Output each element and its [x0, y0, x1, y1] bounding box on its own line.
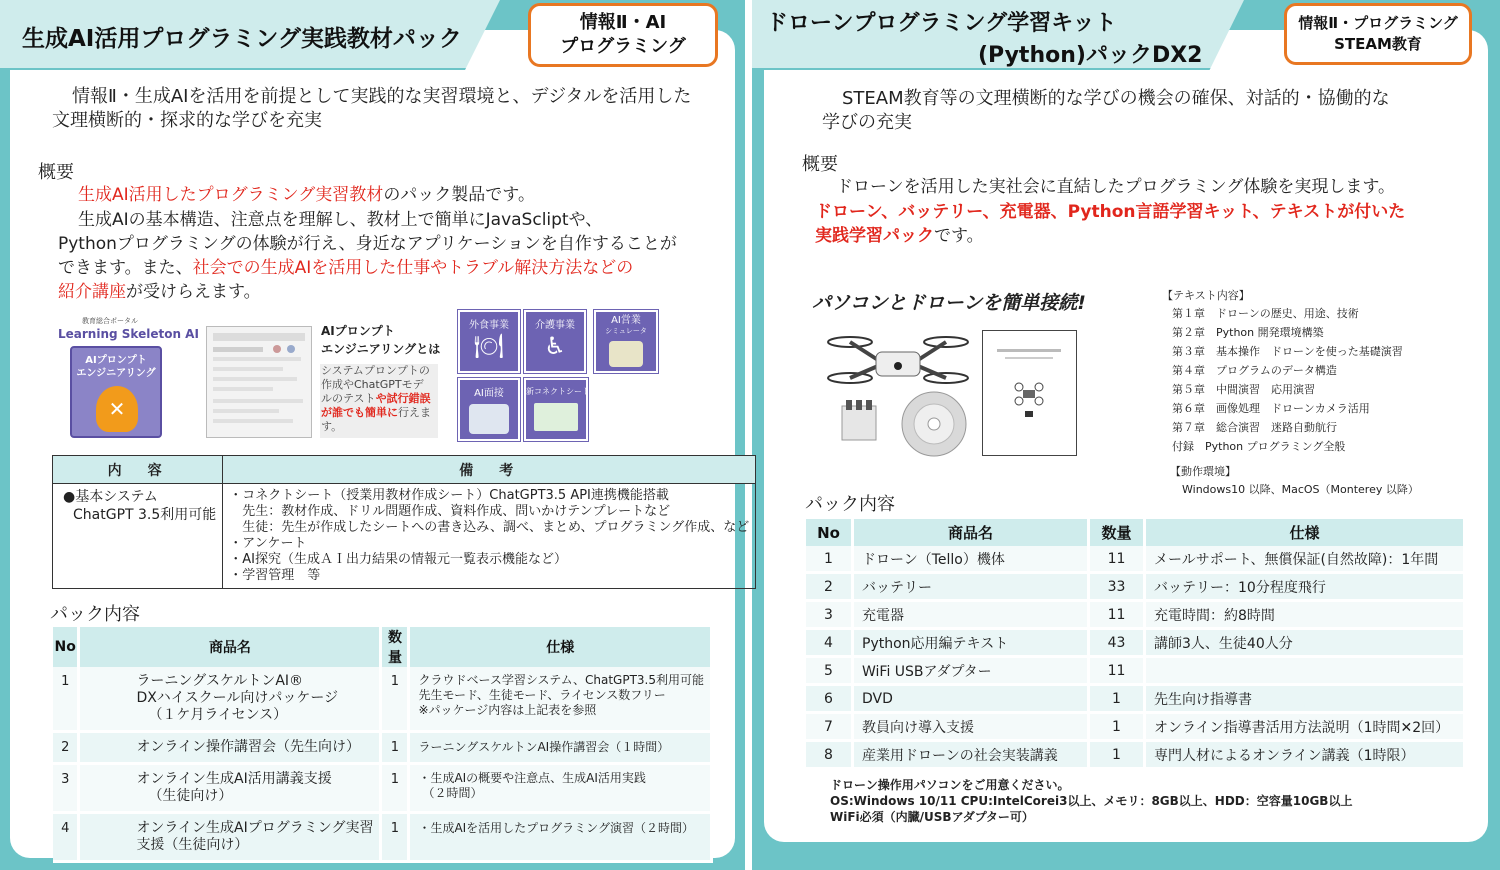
table-row: 4 Python応用編テキスト 43 講師3人、生徒40人分: [806, 630, 1466, 658]
table-row: 3 充電器 11 充電時間：約8時間: [806, 602, 1466, 630]
tile-care: 介護事業 ♿: [524, 310, 586, 373]
env-text: Windows10 以降、MacOS（Monterey 以降）: [1182, 483, 1419, 496]
pack-header-qty: 数量: [382, 627, 410, 667]
left-overview-line-5: 紹介講座が受けらえます。: [58, 282, 261, 302]
left-lead-2: 文理横断的・探求的な学びを充実: [52, 110, 322, 131]
right-pack-table: [806, 519, 1466, 770]
pc-notes: ドローン操作用パソコンをご用意ください。 OS:Windows 10/11 CPU:IntelCorei3以上、メモリ：8GB以上、HDD：空容量10GB以上 WiFi必須（内臓/USBアダプター可）: [830, 778, 1353, 824]
right-title-line-2: (Python)パックDX2: [978, 43, 1203, 68]
right-overview-red-1: ドローン、バッテリー、充電器、Python言語学習キット、テキストが付いた: [815, 202, 1406, 222]
table-row: 1 ラーニングスケルトンAI® DXハイスクール向けパッケージ （１ケ月ライセンス） 1 クラウドベース学習システム、ChatGPT3.5利用可能 先生モード、生徒モード、ライセンス数フリー ※パッケージ内容は上記表を参照: [53, 667, 713, 733]
content-cell: ●基本システム ChatGPT 3.5利用可能: [53, 484, 223, 589]
content-header: 内 容: [53, 456, 223, 484]
learning-skeleton-logo: 教育総合ポータル Learning Skeleton AI AIプロンプト エンジニアリング ✕: [58, 316, 193, 440]
prompt-heading: AIプロンプト エンジニアリングとは: [321, 324, 441, 356]
tile-ai-interview: AI面接: [458, 378, 520, 441]
table-row: 2 オンライン操作講習会（先生向け） 1 ラーニングスケルトンAI操作講習会（１時間）: [53, 733, 713, 765]
table-row: 5 WiFi USBアダプター 11: [806, 658, 1466, 686]
wheelchair-icon: ♿: [544, 332, 566, 360]
pack-header-no: No: [806, 519, 854, 546]
textbook-image: [982, 330, 1077, 456]
table-row: 8 産業用ドローンの社会実装講義 1 専門人材によるオンライン講義（1時限）: [806, 742, 1466, 770]
left-content-table: [52, 455, 756, 589]
left-lead-1: 情報Ⅱ・生成AIを活用を前提として実践的な実習環境と、デジタルを活用した: [72, 86, 692, 107]
text-contents-label: 【テキスト内容】: [1162, 289, 1250, 302]
right-overview-line-3: 実践学習パックです。: [815, 226, 984, 246]
pack-header-qty: 数量: [1090, 519, 1146, 546]
right-badge: 情報Ⅱ・プログラミング STEAM教育: [1284, 3, 1472, 65]
drone-kit-image: [818, 320, 978, 460]
right-pack-label: パック内容: [805, 494, 895, 515]
left-overview-line-1: 生成AI活用したプログラミング実習教材のパック製品です。: [78, 185, 535, 205]
screenshot-thumbnail: [206, 326, 312, 438]
prompt-description: システムプロンプトの 作成やChatGPTモデ ルのテストや試行錯誤 が誰でも簡単に行えま す。: [320, 364, 438, 438]
right-title-line-1: ドローンプログラミング学習キット: [766, 11, 1117, 36]
table-row: 6 DVD 1 先生向け指導書: [806, 686, 1466, 714]
pack-header-spec: 仕様: [410, 627, 713, 667]
interview-icon: [469, 404, 509, 434]
table-row: 2 バッテリー 33 バッテリー：10分程度飛行: [806, 574, 1466, 602]
pack-header-spec: 仕様: [1146, 519, 1466, 546]
left-pack-label: パック内容: [50, 604, 140, 625]
dish-icon: 🍽: [473, 332, 505, 360]
right-lead-2: 学びの充実: [822, 112, 912, 133]
env-label: 【動作環境】: [1170, 465, 1236, 478]
right-overview-label: 概要: [802, 154, 838, 175]
tile-restaurant: 外食事業 🍽: [458, 310, 520, 373]
right-lead-1: STEAM教育等の文理横断的な学びの機会の確保、対話的・協働的な: [842, 88, 1390, 109]
left-overview-line-3: Pythonプログラミングの体験が行え、身近なアプリケーションを自作することが: [58, 234, 677, 254]
table-row: 4 オンライン生成AIプログラミング実習 支援（生徒向け） 1 ・生成AIを活用したプログラミング演習（２時間）: [53, 814, 713, 863]
prompt-book-cover: AIプロンプト エンジニアリング ✕: [70, 346, 162, 438]
screenshot-graphic: [207, 327, 311, 437]
table-row: 1 ドローン（Tello）機体 11 メールサポート、無償保証(自然故障)：1年間: [806, 546, 1466, 574]
notes-header: 備 考: [223, 456, 756, 484]
left-overview-label: 概要: [38, 162, 74, 183]
left-title: 生成AI活用プログラミング実践教材パック: [22, 26, 462, 52]
right-overview-line-1: ドローンを活用した実社会に直結したプログラミング体験を実現します。: [836, 177, 1395, 197]
chapter-list: 第１章 ドローンの歴史、用途、技術 第２章 Python 開発環境構築 第３章 基本操作 ドローンを使った基礎演習 第４章 プログラムのデータ構造 第５章 中間演習 応用演習 第６章 画像処理 ドローンカメラ活用 第７章 総合演習 迷路自動航行 付録 Python プログラミング全般: [1172, 307, 1403, 453]
tile-ai-sales: AI営業 シミュレータ: [594, 310, 658, 373]
left-overview-line-4: できます。また、社会での生成AIを活用した仕事やトラブル解決方法などの: [58, 258, 634, 278]
tile-connect-sheet: 新コネクトシート: [524, 378, 588, 441]
sheet-icon: [534, 403, 578, 431]
drone-graphic: [818, 320, 978, 460]
pack-header-name: 商品名: [80, 627, 382, 667]
person-laptop-icon: [609, 341, 643, 367]
table-row: 7 教員向け導入支援 1 オンライン指導書活用方法説明（1時間✕2回）: [806, 714, 1466, 742]
notes-cell: ・コネクトシート（授業用教材作成シート）ChatGPT3.5 API連携機能搭載 先生：教材作成、ドリル問題作成、資料作成、問いかけテンプレートなど 生徒：先生が作成したシートへの書き込み、調べ、まとめ、プログラミング作成、など ・アンケート ・AI探究（生成ＡＩ出力結果の情報元一覧表示機能など） ・学習管理 等: [223, 484, 756, 589]
left-badge: 情報Ⅱ・AI プログラミング: [528, 3, 718, 67]
table-row: 3 オンライン生成AI活用講義支援 （生徒向け） 1 ・生成AIの概要や注意点、生成AI活用実践 （２時間）: [53, 765, 713, 814]
connect-caption: パソコンとドローンを簡単接続!: [812, 292, 1086, 314]
textbook-graphic: [983, 331, 1076, 455]
left-pack-table: [53, 627, 713, 863]
pack-header-no: No: [53, 627, 80, 667]
pack-header-name: 商品名: [854, 519, 1090, 546]
head-tools-icon: ✕: [96, 386, 138, 432]
left-overview-line-2: 生成AIの基本構造、注意点を理解し、教材上で簡単にJavaScliptや、: [78, 210, 603, 230]
